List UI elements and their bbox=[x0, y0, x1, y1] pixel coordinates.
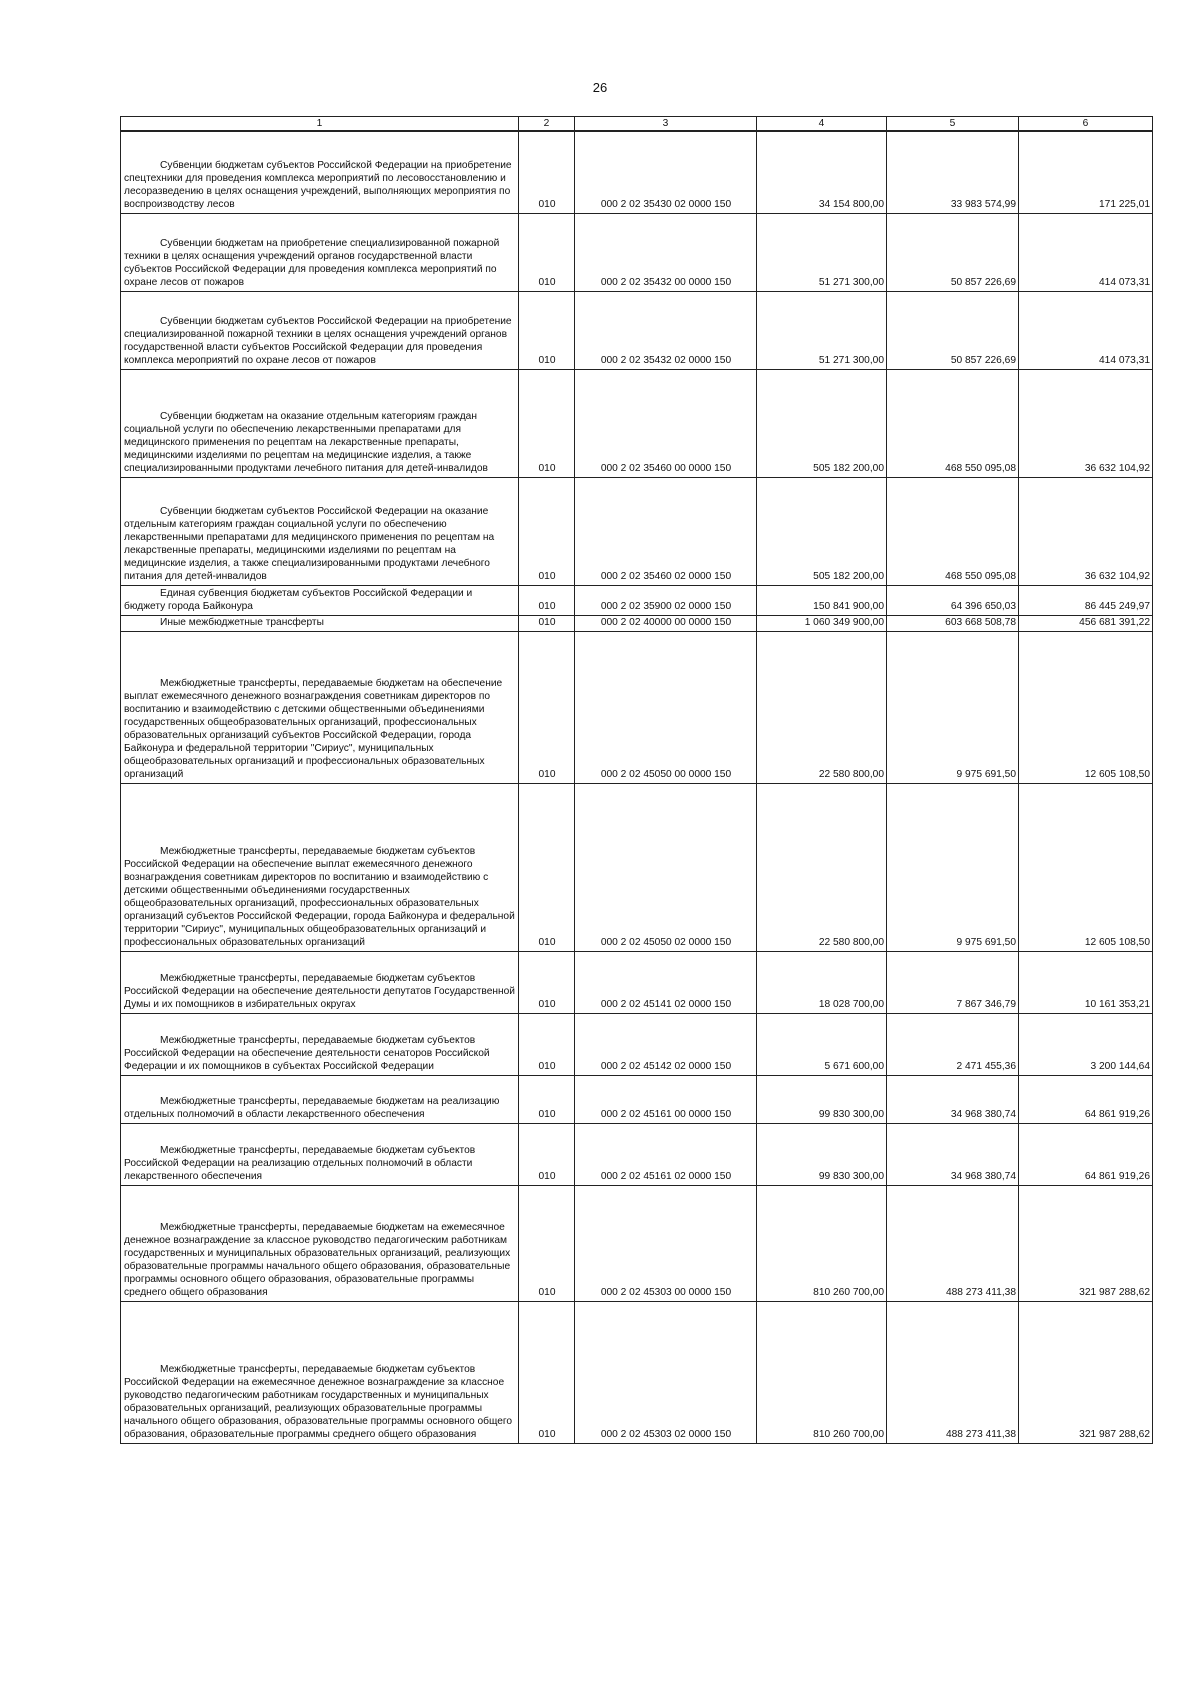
row-kbk-cell: 000 2 02 35430 02 0000 150 bbox=[575, 131, 757, 213]
table-row bbox=[121, 783, 1153, 951]
row-code-cell: 010 bbox=[519, 1301, 575, 1443]
row-approved-cell: 51 271 300,00 bbox=[757, 291, 887, 369]
column-header-3: 3 bbox=[575, 117, 757, 132]
row-name-text: Межбюджетные трансферты, передаваемые бюджетам на реализацию отдельных полномочий в области лекарственного обеспечения bbox=[124, 1096, 500, 1121]
row-name-text: Межбюджетные трансферты, передаваемые бюджетам субъектов Российской Федерации на обеспечение деятельности депутатов Государственной Думы и их помощников в избирательных округах bbox=[124, 973, 515, 1011]
table-row bbox=[121, 213, 1153, 291]
table-row bbox=[121, 615, 1153, 631]
row-unexecuted-cell: 86 445 249,97 bbox=[1019, 585, 1153, 615]
table-row bbox=[121, 477, 1153, 585]
page-number: 26 bbox=[592, 80, 608, 95]
row-name-text: Субвенции бюджетам на оказание отдельным категориям граждан социальной услуги по обеспечению лекарственными препаратами для медицинского применения по рецептам на лекарственные препараты, медицинскими изделиями по рецептам на медицинские изделия, а также специализированными продуктами лечебного питания для детей-инвалидов bbox=[124, 411, 488, 475]
row-code-cell: 010 bbox=[519, 1013, 575, 1075]
row-code-cell: 010 bbox=[519, 213, 575, 291]
row-approved-cell: 51 271 300,00 bbox=[757, 213, 887, 291]
table-body bbox=[121, 131, 1153, 1443]
row-executed-cell: 488 273 411,38 bbox=[887, 1185, 1019, 1301]
row-executed-cell: 468 550 095,08 bbox=[887, 369, 1019, 477]
row-approved-cell: 810 260 700,00 bbox=[757, 1185, 887, 1301]
table-row bbox=[121, 1185, 1153, 1301]
table-row bbox=[121, 1013, 1153, 1075]
row-name-cell bbox=[121, 213, 519, 291]
table-row bbox=[121, 951, 1153, 1013]
row-name-text: Межбюджетные трансферты, передаваемые бюджетам субъектов Российской Федерации на реализацию отдельных полномочий в области лекарственного обеспечения bbox=[124, 1145, 476, 1183]
row-name-cell bbox=[121, 1075, 519, 1123]
row-kbk-cell: 000 2 02 45161 00 0000 150 bbox=[575, 1075, 757, 1123]
row-kbk-cell: 000 2 02 35900 02 0000 150 bbox=[575, 585, 757, 615]
row-code-cell: 010 bbox=[519, 369, 575, 477]
table-row bbox=[121, 291, 1153, 369]
budget-execution-table bbox=[120, 116, 1153, 1444]
row-executed-cell: 468 550 095,08 bbox=[887, 477, 1019, 585]
table-row bbox=[121, 369, 1153, 477]
row-name-cell bbox=[121, 615, 519, 631]
column-header-6: 6 bbox=[1019, 117, 1153, 132]
row-name-cell bbox=[121, 131, 519, 213]
row-kbk-cell: 000 2 02 45050 00 0000 150 bbox=[575, 631, 757, 783]
row-name-cell bbox=[121, 477, 519, 585]
row-executed-cell: 50 857 226,69 bbox=[887, 291, 1019, 369]
row-name-text: Межбюджетные трансферты, передаваемые бюджетам на ежемесячное денежное вознаграждение за классное руководство педагогическим работникам государственных и муниципальных образовательных организаций, реализующих образовательные программы начального общего образования, образовательные программы основного общего образования, образовательные программы среднего общего образования bbox=[124, 1221, 511, 1299]
row-name-cell bbox=[121, 1123, 519, 1185]
row-name-text: Межбюджетные трансферты, передаваемые бюджетам на обеспечение выплат ежемесячного денежного вознаграждения советникам директоров по воспитанию и взаимодействию с детскими общественными объединениями государственных общеобразовательных организаций, профессиональных образовательных организаций субъектов Российской Федерации, города Байконура и федеральной территории "Сириус", муниципальных общеобразовательных организаций и профессиональных образовательных организаций bbox=[124, 677, 503, 781]
row-code-cell: 010 bbox=[519, 951, 575, 1013]
row-name-text: Единая субвенция бюджетам субъектов Российской Федерации и бюджету города Байконура bbox=[124, 588, 473, 613]
row-kbk-cell: 000 2 02 45050 02 0000 150 bbox=[575, 783, 757, 951]
row-name-text: Субвенции бюджетам субъектов Российской Федерации на приобретение спецтехники для проведения комплекса мероприятий по лесовосстановлению и лесоразведению в целях оснащения учреждений, выполняющих мероприятия по воспроизводству лесов bbox=[124, 160, 512, 211]
row-unexecuted-cell: 36 632 104,92 bbox=[1019, 369, 1153, 477]
table-row bbox=[121, 631, 1153, 783]
row-name-cell bbox=[121, 1013, 519, 1075]
row-unexecuted-cell: 10 161 353,21 bbox=[1019, 951, 1153, 1013]
row-name-text: Межбюджетные трансферты, передаваемые бюджетам субъектов Российской Федерации на обеспечение деятельности сенаторов Российской Федерации и их помощников в субъектах Российской Федерации bbox=[124, 1035, 490, 1073]
row-code-cell: 010 bbox=[519, 585, 575, 615]
row-code-cell: 010 bbox=[519, 1075, 575, 1123]
row-approved-cell: 99 830 300,00 bbox=[757, 1123, 887, 1185]
row-kbk-cell: 000 2 02 45303 02 0000 150 bbox=[575, 1301, 757, 1443]
row-approved-cell: 505 182 200,00 bbox=[757, 369, 887, 477]
row-executed-cell: 603 668 508,78 bbox=[887, 615, 1019, 631]
row-name-text: Субвенции бюджетам на приобретение специализированной пожарной техники в целях оснащения учреждений органов государственной власти субъектов Российской Федерации для проведения комплекса мероприятий по охране лесов от пожаров bbox=[124, 238, 500, 289]
row-kbk-cell: 000 2 02 45142 02 0000 150 bbox=[575, 1013, 757, 1075]
row-executed-cell: 34 968 380,74 bbox=[887, 1075, 1019, 1123]
row-name-cell bbox=[121, 951, 519, 1013]
row-unexecuted-cell: 321 987 288,62 bbox=[1019, 1185, 1153, 1301]
table-header-row bbox=[121, 117, 1153, 132]
row-executed-cell: 9 975 691,50 bbox=[887, 783, 1019, 951]
row-approved-cell: 22 580 800,00 bbox=[757, 631, 887, 783]
row-kbk-cell: 000 2 02 35460 02 0000 150 bbox=[575, 477, 757, 585]
row-name-cell bbox=[121, 631, 519, 783]
row-name-text: Межбюджетные трансферты, передаваемые бюджетам субъектов Российской Федерации на обеспечение выплат ежемесячного денежного вознаграждения советникам директоров по воспитанию и взаимодействию с детскими общественными объединениями государственных общеобразовательных организаций, профессиональных образовательных организаций субъектов Российской Федерации, города Байконура и федеральной территории "Сириус", муниципальных общеобразовательных организаций и профессиональных образовательных организаций bbox=[124, 845, 515, 949]
column-header-5: 5 bbox=[887, 117, 1019, 132]
row-code-cell: 010 bbox=[519, 631, 575, 783]
row-approved-cell: 34 154 800,00 bbox=[757, 131, 887, 213]
row-executed-cell: 64 396 650,03 bbox=[887, 585, 1019, 615]
row-code-cell: 010 bbox=[519, 615, 575, 631]
row-unexecuted-cell: 12 605 108,50 bbox=[1019, 783, 1153, 951]
column-header-4: 4 bbox=[757, 117, 887, 132]
row-unexecuted-cell: 36 632 104,92 bbox=[1019, 477, 1153, 585]
row-unexecuted-cell: 64 861 919,26 bbox=[1019, 1075, 1153, 1123]
table-row bbox=[121, 1301, 1153, 1443]
row-name-text: Межбюджетные трансферты, передаваемые бюджетам субъектов Российской Федерации на ежемесячное денежное вознаграждение за классное руководство педагогическим работникам государственных и муниципальных образовательных организаций, реализующих образовательные программы начального общего образования, образовательные программы основного общего образования, образовательные программы среднего общего образования bbox=[124, 1363, 513, 1441]
row-name-text: Иные межбюджетные трансферты bbox=[160, 617, 324, 629]
row-kbk-cell: 000 2 02 35432 00 0000 150 bbox=[575, 213, 757, 291]
row-approved-cell: 150 841 900,00 bbox=[757, 585, 887, 615]
column-header-1: 1 bbox=[121, 117, 519, 132]
row-code-cell: 010 bbox=[519, 783, 575, 951]
table-row bbox=[121, 1123, 1153, 1185]
table-row bbox=[121, 585, 1153, 615]
row-name-cell bbox=[121, 291, 519, 369]
row-approved-cell: 505 182 200,00 bbox=[757, 477, 887, 585]
row-unexecuted-cell: 456 681 391,22 bbox=[1019, 615, 1153, 631]
row-name-cell bbox=[121, 1301, 519, 1443]
table-row bbox=[121, 131, 1153, 213]
row-kbk-cell: 000 2 02 35432 02 0000 150 bbox=[575, 291, 757, 369]
row-code-cell: 010 bbox=[519, 477, 575, 585]
row-unexecuted-cell: 64 861 919,26 bbox=[1019, 1123, 1153, 1185]
table-row bbox=[121, 1075, 1153, 1123]
row-kbk-cell: 000 2 02 45161 02 0000 150 bbox=[575, 1123, 757, 1185]
row-code-cell: 010 bbox=[519, 131, 575, 213]
row-code-cell: 010 bbox=[519, 291, 575, 369]
row-name-cell bbox=[121, 783, 519, 951]
row-kbk-cell: 000 2 02 35460 00 0000 150 bbox=[575, 369, 757, 477]
row-executed-cell: 33 983 574,99 bbox=[887, 131, 1019, 213]
row-name-text: Субвенции бюджетам субъектов Российской Федерации на приобретение специализированной пожарной техники в целях оснащения учреждений органов государственной власти субъектов Российской Федерации для проведения комплекса мероприятий по охране лесов от пожаров bbox=[124, 316, 512, 367]
row-unexecuted-cell: 414 073,31 bbox=[1019, 213, 1153, 291]
row-unexecuted-cell: 171 225,01 bbox=[1019, 131, 1153, 213]
row-approved-cell: 1 060 349 900,00 bbox=[757, 615, 887, 631]
row-name-cell bbox=[121, 369, 519, 477]
row-unexecuted-cell: 321 987 288,62 bbox=[1019, 1301, 1153, 1443]
row-kbk-cell: 000 2 02 45141 02 0000 150 bbox=[575, 951, 757, 1013]
row-kbk-cell: 000 2 02 45303 00 0000 150 bbox=[575, 1185, 757, 1301]
row-approved-cell: 22 580 800,00 bbox=[757, 783, 887, 951]
row-approved-cell: 810 260 700,00 bbox=[757, 1301, 887, 1443]
row-executed-cell: 9 975 691,50 bbox=[887, 631, 1019, 783]
row-unexecuted-cell: 12 605 108,50 bbox=[1019, 631, 1153, 783]
row-name-cell bbox=[121, 1185, 519, 1301]
row-unexecuted-cell: 414 073,31 bbox=[1019, 291, 1153, 369]
row-executed-cell: 7 867 346,79 bbox=[887, 951, 1019, 1013]
row-executed-cell: 50 857 226,69 bbox=[887, 213, 1019, 291]
column-header-2: 2 bbox=[519, 117, 575, 132]
row-approved-cell: 5 671 600,00 bbox=[757, 1013, 887, 1075]
row-executed-cell: 2 471 455,36 bbox=[887, 1013, 1019, 1075]
row-code-cell: 010 bbox=[519, 1185, 575, 1301]
row-executed-cell: 488 273 411,38 bbox=[887, 1301, 1019, 1443]
row-approved-cell: 99 830 300,00 bbox=[757, 1075, 887, 1123]
row-executed-cell: 34 968 380,74 bbox=[887, 1123, 1019, 1185]
row-unexecuted-cell: 3 200 144,64 bbox=[1019, 1013, 1153, 1075]
row-name-text: Субвенции бюджетам субъектов Российской Федерации на оказание отдельным категориям граждан социальной услуги по обеспечению лекарственными препаратами для медицинского применения по рецептам на лекарственные препараты, медицинскими изделиями по рецептам на медицинские изделия, а также специализированными продуктами лечебного питания для детей-инвалидов bbox=[124, 505, 495, 583]
row-approved-cell: 18 028 700,00 bbox=[757, 951, 887, 1013]
row-code-cell: 010 bbox=[519, 1123, 575, 1185]
row-kbk-cell: 000 2 02 40000 00 0000 150 bbox=[575, 615, 757, 631]
row-name-cell bbox=[121, 585, 519, 615]
